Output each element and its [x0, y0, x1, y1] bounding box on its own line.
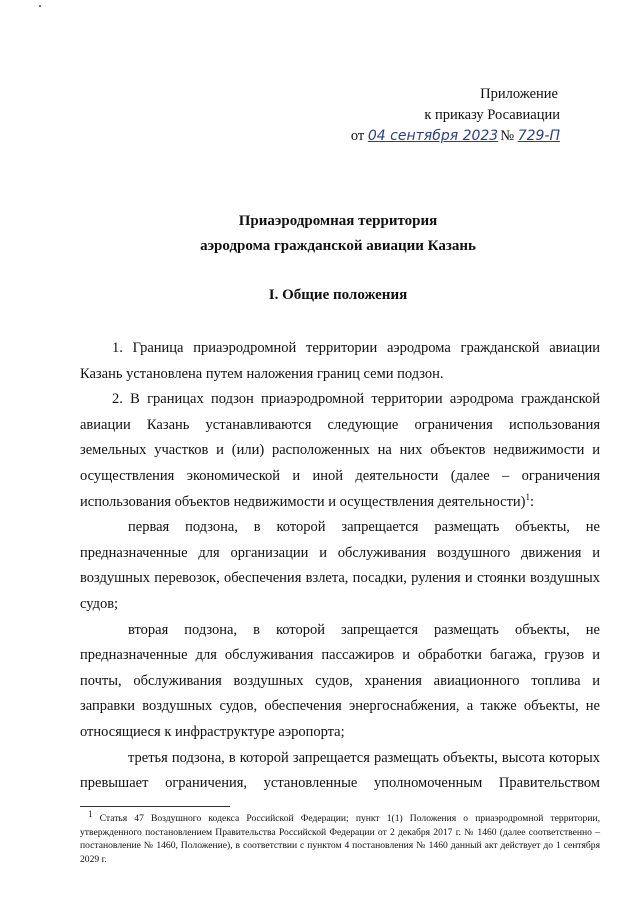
footnote-marker: 1 [88, 808, 93, 819]
appendix-header [351, 84, 560, 147]
document-title-line1: Приаэродромная территория [238, 213, 438, 229]
subzone-2-paragraph: вторая подзона, в которой запрещается размещать объекты, не предназначенные для обслуживания пассажиров и обработки багажа, грузов и почты, обслуживания воздушных судов, хранения авиационного топлива и заправки воздушных судов, обеспечения энергоснабжения, а также объекты, не относящиеся к инфраструктуре аэропорта; [80, 621, 600, 740]
document-body [80, 336, 600, 797]
paragraph-1: 1. Граница приаэродромной территории аэродрома гражданской авиации Казань установлена путем наложения границ семи подзон. [80, 340, 600, 382]
appendix-label: Приложение [480, 86, 558, 102]
paragraph-2-end: : [530, 493, 535, 510]
paragraph-2 [80, 387, 600, 515]
footnote-divider [80, 806, 230, 807]
subzone-3-paragraph: третья подзона, в которой запрещается размещать объекты, высота которых превышает ограничения, установленные уполномоченным Правительством [80, 749, 600, 792]
number-sign: № [500, 128, 515, 144]
footnote-ref: 1 [525, 491, 530, 502]
paragraph-2-text: 2. В границах подзон приаэродромной территории аэродрома гражданской авиации Казань устанавливаются следующие ограничения использования земельных участков и (или) расположенных на них объектов недвижимости и осуществления экономической и иной деятельности (далее – ограничения использования объектов недвижимости и осуществления деятельности) [80, 391, 600, 510]
document-title-line2: аэродрома гражданской авиации Казань [200, 238, 476, 254]
from-prefix: от [350, 128, 365, 144]
scan-speck [39, 5, 41, 7]
subzone-1-paragraph: первая подзона, в которой запрещается размещать объекты, не предназначенные для организации и обслуживания воздушного движения и воздушных перевозок, обеспечения взлета, посадки, руления и стоянки воздушных судов; [80, 519, 600, 612]
order-reference: к приказу Росавиации [424, 107, 560, 123]
footnote [80, 808, 600, 866]
section-heading: I. Общие положения [268, 287, 408, 303]
handwritten-date: 04 сентября 2023 [367, 128, 499, 144]
footnote-text: Статья 47 Воздушного кодекса Российской Федерации; пункт 1(1) Положения о приаэродромной территории, утвержденного постановлением Правительства Российской Федерации от 2 декабря 2017 г. № 1460 (далее соответственно – постановление № 1460, Положение), в соответствии с пунктом 4 постановления № 1460 данный акт действует до 1 сентября 2029 г. [80, 813, 600, 865]
order-date-number-line [351, 126, 560, 147]
handwritten-order-number: 729-П [517, 128, 560, 144]
